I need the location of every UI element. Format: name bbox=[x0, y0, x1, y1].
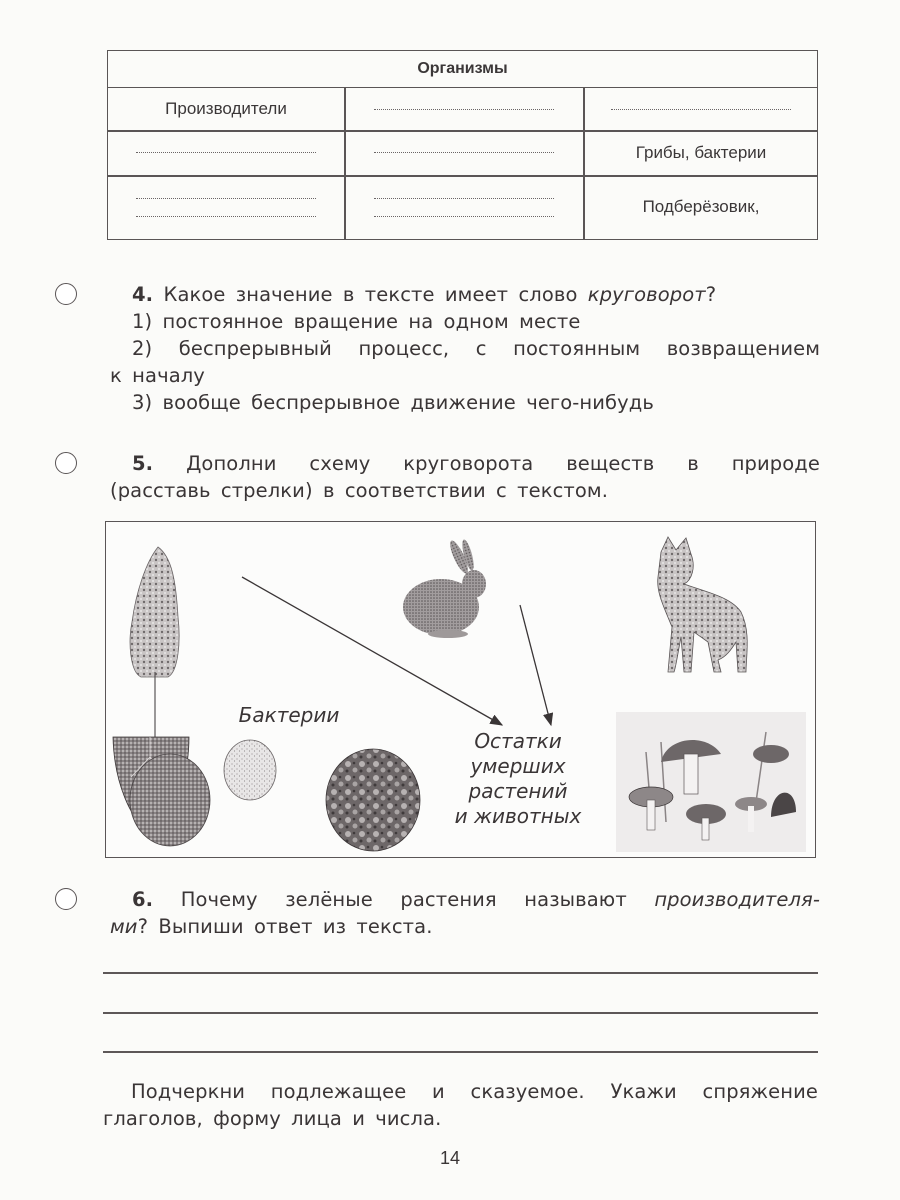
remains-label: Остатки умерших растений и животных bbox=[454, 729, 582, 828]
option-2-cont: к началу bbox=[110, 364, 205, 387]
mushrooms-image bbox=[616, 712, 806, 852]
option-1[interactable]: 1) постоянное вращение на одном месте bbox=[132, 310, 581, 333]
question-4: 4. Какое значение в тексте имеет слово круговорот? 1) постоянное вращение на одном месте 2) беспрерывный процесс, с постоянным возвращением к началу 3) вообще беспрерывное движение чего-нибудь bbox=[110, 283, 820, 414]
question-4-marker[interactable] bbox=[55, 283, 77, 305]
bacteria-images bbox=[130, 740, 420, 851]
rabbit-image bbox=[403, 539, 486, 638]
question-6-marker[interactable] bbox=[55, 888, 77, 910]
page-number: 14 bbox=[439, 1148, 461, 1168]
table-title: Организмы bbox=[108, 51, 817, 88]
arrow-animal-to-remains[interactable] bbox=[520, 605, 551, 725]
question-5: 5. Дополни схему круговорота веществ в природе (расставь стрелки) в соответствии с текстом. bbox=[110, 452, 820, 502]
option-3[interactable]: 3) вообще беспрерывное движение чего-нибудь bbox=[132, 391, 654, 414]
table-cell-blank[interactable] bbox=[583, 88, 819, 130]
table-cell-blank[interactable] bbox=[108, 175, 344, 239]
grammar-task: Подчеркни подлежащее и сказуемое. Укажи спряжение глаголов, форму лица и числа. bbox=[103, 1080, 818, 1130]
wolf-image bbox=[658, 537, 748, 672]
organisms-table bbox=[107, 50, 818, 240]
table-cell-example: Подберёзовик, bbox=[642, 197, 760, 216]
answer-line-3[interactable] bbox=[103, 1051, 818, 1053]
table-cell-blank[interactable] bbox=[344, 175, 583, 239]
table-cell-blank[interactable] bbox=[344, 130, 583, 175]
question-number: 4. bbox=[132, 283, 154, 306]
option-2[interactable]: 2) беспрерывный процесс, с постоянным возвращением bbox=[132, 337, 820, 360]
nutrient-cycle-diagram[interactable] bbox=[105, 521, 816, 858]
bacteria-label: Бактерии bbox=[238, 703, 340, 727]
table-cell-decomposers: Грибы, бактерии bbox=[635, 142, 767, 162]
question-6: 6. Почему зелёные растения называют производителя- ми? Выпиши ответ из текста. bbox=[110, 888, 820, 938]
keyword: круговорот bbox=[587, 283, 706, 306]
keyword: производителя- bbox=[654, 888, 820, 911]
answer-line-2[interactable] bbox=[103, 1012, 818, 1014]
question-number: 5. bbox=[132, 452, 154, 475]
table-cell-blank[interactable] bbox=[344, 88, 583, 130]
table-cell-blank[interactable] bbox=[108, 130, 344, 175]
question-number: 6. bbox=[132, 888, 154, 911]
table-cell-producers: Производители bbox=[165, 99, 287, 118]
answer-line-1[interactable] bbox=[103, 972, 818, 974]
question-5-marker[interactable] bbox=[55, 452, 77, 474]
